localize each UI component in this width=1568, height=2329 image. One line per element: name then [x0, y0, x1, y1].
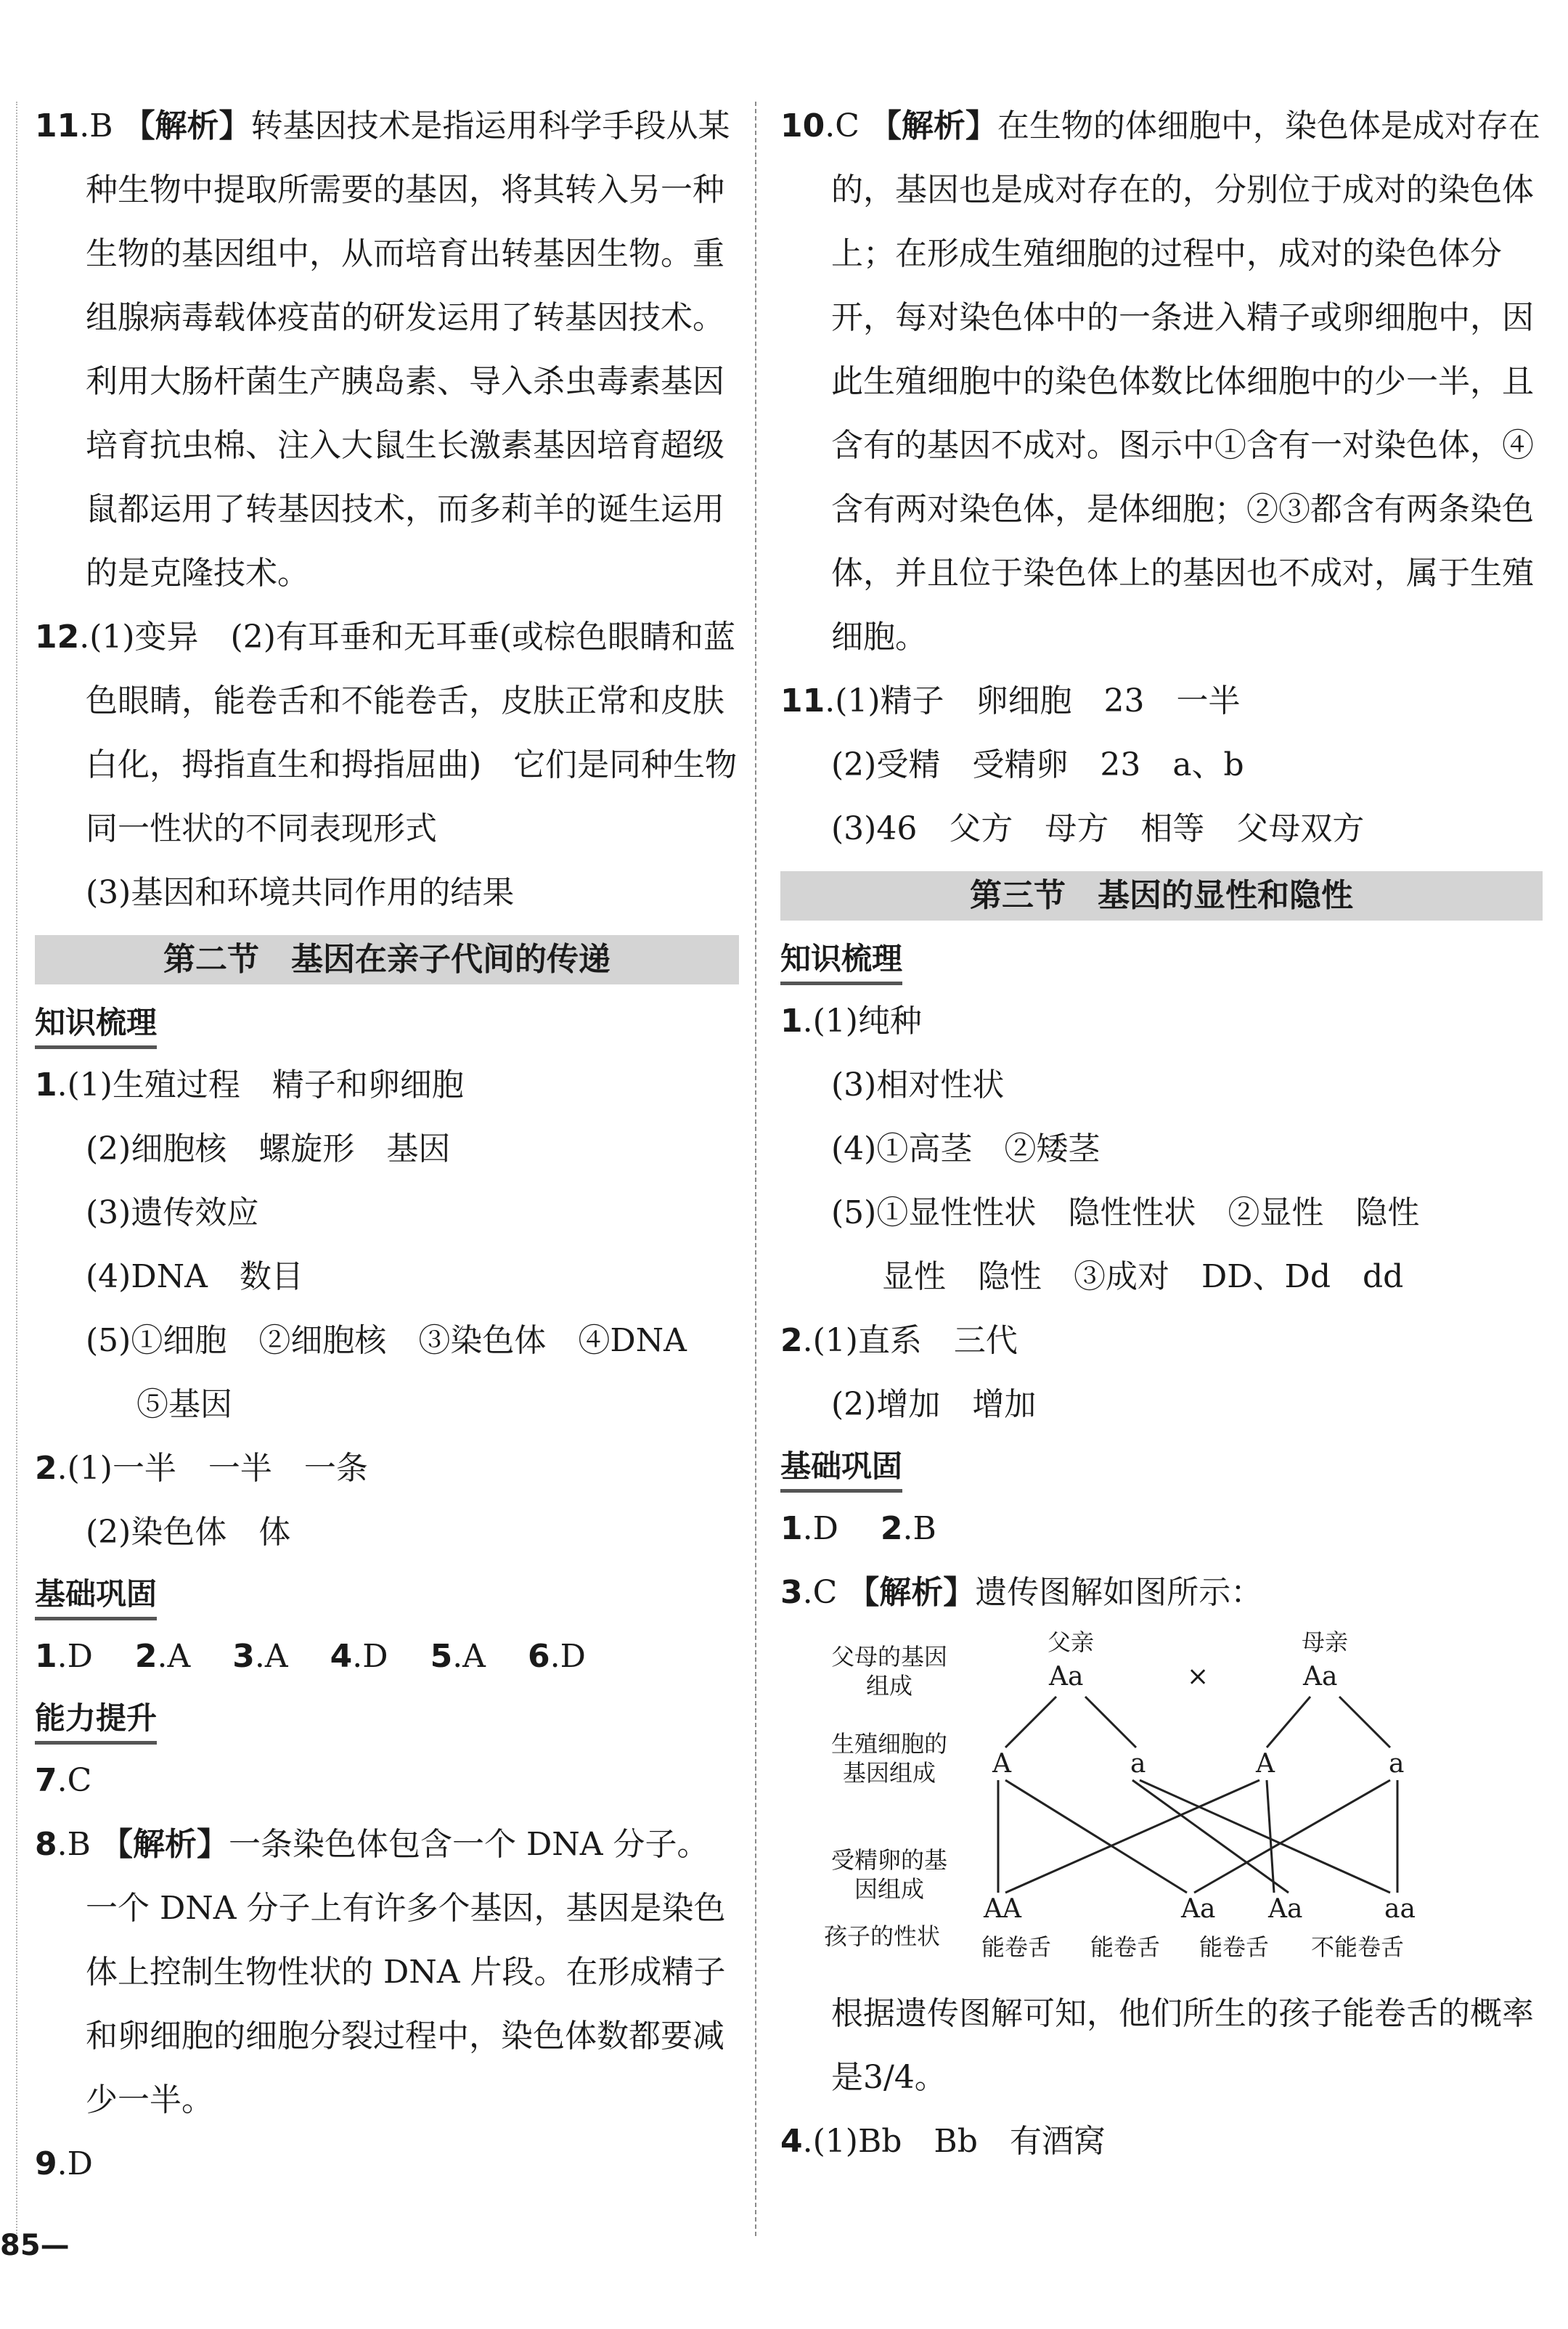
mother-label: 母亲	[1301, 1628, 1348, 1656]
zygote-AA: AA	[984, 1894, 1021, 1924]
zygote-Aa-2: Aa	[1268, 1894, 1303, 1924]
knowledge-r1b: (3)相对性状	[831, 1066, 1005, 1104]
answer-11: 11.B 【解析】转基因技术是指运用科学手段从某种生物中提取所需要的基因，将其转入另一种生物的基因组中，从而培育出转基因生物。重组腺病毒载体疫苗的研发运用了转基因技术。利用大肠杆菌生产胰岛素、导入杀虫毒素基因培育抗虫棉、注入大鼠生长激素基因培育超级鼠都运用了转基因技术，而多莉羊的诞生运用的是克隆技术。	[35, 107, 730, 592]
knowledge-review-tag: 知识梳理	[35, 1000, 157, 1049]
answer-11r: 11.(1)精子 卵细胞 23 一半	[780, 682, 1241, 719]
father-label: 父亲	[1047, 1628, 1094, 1656]
trait-1: 能卷舌	[981, 1933, 1051, 1961]
zygote-Aa-1: Aa	[1181, 1894, 1216, 1924]
left-column	[35, 94, 739, 2196]
father-genes: Aa	[1049, 1662, 1084, 1692]
knowledge-r2b: (2)增加 增加	[831, 1386, 1037, 1423]
answer-3r: 3.C 【解析】遗传图解如图所示：	[780, 1574, 1263, 1611]
line-father-a	[1085, 1697, 1136, 1747]
answer-10: 10.C 【解析】在生物的体细胞中，染色体是成对存在的，基因也是成对存在的，分别位于成对的染色体上；在形成生殖细胞的过程中，成对的染色体分开，每对染色体中的一条进入精子或卵细胞中，因此生殖细胞中的染色体数比体细胞中的少一半，且含有的基因不成对。图示中①含有一对染色体，④含有两对染色体，是体细胞；②③都含有两条染色体，并且位于染色体上的基因也不成对，属于生殖细胞。	[780, 107, 1540, 656]
trait-3: 能卷舌	[1199, 1933, 1269, 1961]
knowledge-1e: (5)①细胞 ②细胞核 ③染色体 ④DNA	[86, 1322, 687, 1359]
trait-2: 能卷舌	[1090, 1933, 1160, 1961]
knowledge-1d: (4)DNA 数目	[86, 1258, 303, 1295]
knowledge-2: 2.(1)一半 一半 一条	[35, 1450, 368, 1487]
knowledge-r1: 1.(1)纯种	[780, 1003, 922, 1040]
row-label-trait: 孩子的性状	[824, 1922, 941, 1950]
section-header-2: 第二节 基因在亲子代间的传递	[35, 935, 739, 984]
row-label-zygote: 受精卵的基因组成	[830, 1846, 947, 1903]
gamete-mother-a: a	[1389, 1749, 1405, 1779]
basic-consolidation-tag: 基础巩固	[35, 1572, 157, 1620]
row-label-parents: 父母的基因组成	[830, 1643, 947, 1700]
knowledge-r1c: (4)①高茎 ②矮茎	[831, 1130, 1101, 1167]
knowledge-r2: 2.(1)直系 三代	[780, 1322, 1018, 1359]
mc-answers-r: 1.D 2.B	[780, 1510, 936, 1547]
line-father-A	[1005, 1697, 1056, 1747]
ability-improvement-tag: 能力提升	[35, 1696, 157, 1745]
answer-7: 7.C	[35, 1762, 92, 1799]
knowledge-review-tag-r: 知识梳理	[780, 937, 902, 985]
knowledge-1: 1.(1)生殖过程 精子和卵细胞	[35, 1066, 464, 1104]
answer-4r: 4.(1)Bb Bb 有酒窝	[780, 2123, 1106, 2160]
right-column	[780, 94, 1543, 2174]
gamete-father-a: a	[1130, 1749, 1146, 1779]
knowledge-r1d: (5)①显性性状 隐性性状 ②显性 隐性	[831, 1194, 1420, 1231]
inheritance-diagram	[780, 1628, 1521, 1976]
zygote-aa: aa	[1384, 1894, 1416, 1924]
knowledge-1b: (2)细胞核 螺旋形 基因	[86, 1130, 451, 1167]
mother-genes: Aa	[1303, 1662, 1338, 1692]
answer-11r-b: (2)受精 受精卵 23 a、b	[831, 746, 1244, 783]
line-mA-Aa2	[1267, 1780, 1274, 1893]
gamete-father-A: A	[992, 1749, 1011, 1779]
line-mother-a	[1339, 1697, 1390, 1747]
row-label-gametes: 生殖细胞的基因组成	[830, 1730, 947, 1787]
answer-11r-c: (3)46 父方 母方 相等 父母双方	[831, 810, 1365, 847]
gamete-mother-A: A	[1256, 1749, 1275, 1779]
knowledge-2b: (2)染色体 体	[86, 1514, 291, 1551]
answer-3r-conclusion: 根据遗传图解可知，他们所生的孩子能卷舌的概率是3/4。	[831, 1995, 1534, 2096]
answer-8: 8.B 【解析】一条染色体包含一个 DNA 分子。一个 DNA 分子上有许多个基因，基因是染色体上控制生物性状的 DNA 片段。在形成精子和卵细胞的细胞分裂过程中，染色体数都要减少一半。	[35, 1826, 726, 2118]
answer-12-part3: (3)基因和环境共同作用的结果	[86, 874, 515, 911]
trait-4: 不能卷舌	[1310, 1933, 1404, 1961]
page-number: 85—	[0, 2229, 70, 2262]
cross-symbol: ×	[1187, 1662, 1209, 1692]
section-header-3: 第三节 基因的显性和隐性	[780, 871, 1543, 921]
knowledge-1c: (3)遗传效应	[86, 1194, 259, 1231]
left-margin-rule	[16, 102, 17, 2236]
answer-9: 9.D	[35, 2145, 93, 2182]
line-mother-A	[1267, 1697, 1310, 1747]
basic-consolidation-tag-r: 基础巩固	[780, 1444, 902, 1493]
knowledge-r1e: 显性 隐性 ③成对 DD、Dd dd	[882, 1258, 1404, 1295]
answer-12: 12.(1)变异 (2)有耳垂和无耳垂(或棕色眼睛和蓝色眼睛，能卷舌和不能卷舌，皮肤正常和皮肤白化，拇指直生和拇指屈曲) 它们是同种生物同一性状的不同表现形式	[35, 619, 738, 847]
line-A-Aa	[1005, 1780, 1187, 1893]
knowledge-1f: ⑤基因	[136, 1386, 232, 1423]
mc-answers: 1.D 2.A 3.A 4.D 5.A 6.D	[35, 1638, 586, 1675]
column-divider	[755, 102, 756, 2236]
